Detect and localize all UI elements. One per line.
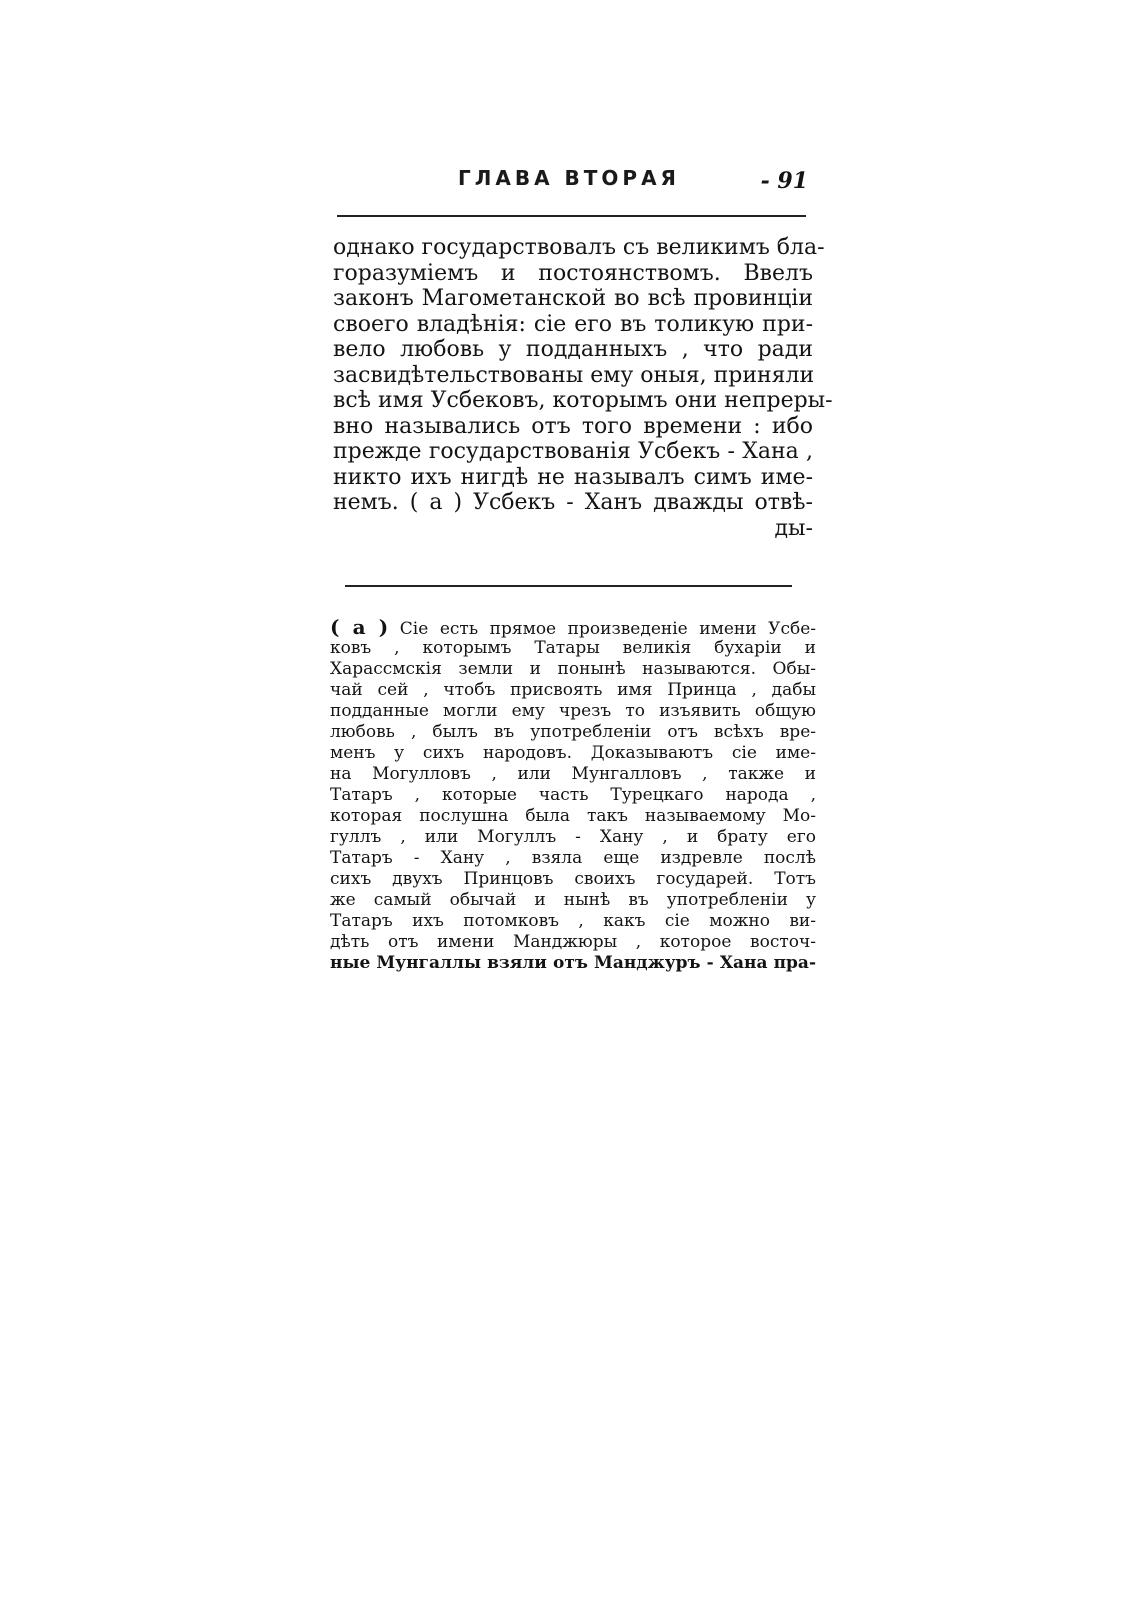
running-head [330, 166, 808, 202]
text-line: законъ Магометанской во всѣ провинціи [333, 286, 813, 311]
footnote-rule [345, 585, 792, 587]
footnote-line: которая послушна была такъ называемому Мо- [330, 806, 816, 826]
footnote-line: ковъ , которымъ Татары великія бухаріи и [330, 638, 816, 658]
chapter-title: ГЛАВА ВТОРАЯ [458, 166, 680, 190]
footnote-line: любовь , былъ въ употребленіи отъ всѣхъ вре- [330, 722, 816, 742]
footnote-marker: ( a ) [330, 615, 389, 639]
footnote-line [330, 617, 816, 638]
page-number: - 91 [760, 168, 808, 194]
footnote-line: чай сей , чтобъ присвоять имя Принца , дабы [330, 680, 816, 700]
footnote [330, 617, 816, 974]
main-text [333, 235, 833, 541]
text-line: вело любовь у подданныхъ , что ради [333, 337, 813, 362]
footnote-line: сихъ двухъ Принцовъ своихъ государей. Тотъ [330, 869, 816, 889]
footnote-line: подданные могли ему чрезъ то изъявить общую [330, 701, 816, 721]
text-line: горазуміемъ и постоянствомъ. Ввелъ [333, 260, 813, 286]
footnote-line: гуллъ , или Могуллъ - Хану , и брату его [330, 827, 816, 847]
header-rule [337, 215, 806, 217]
footnote-line: Татаръ - Хану , взяла еще издревле послѣ [330, 848, 816, 868]
footnote-line: Харассмскія земли и понынѣ называются. Обы- [330, 659, 816, 679]
text-line: однако государствовалъ съ великимъ бла- [333, 235, 825, 260]
footnote-line-text: Сіе есть прямое произведеніе имени Усбе- [399, 619, 816, 639]
footnote-line: Татаръ ихъ потомковъ , какъ сіе можно ви- [330, 911, 816, 931]
text-line: всѣ имя Усбековъ, которымъ они непреры- [333, 388, 833, 413]
text-line: вно назывались отъ того времени : ибо [333, 413, 813, 439]
text-line: никто ихъ нигдѣ не называлъ симъ име- [333, 464, 813, 490]
text-line: немъ. ( a ) Усбекъ - Ханъ дважды отвѣ- [333, 490, 813, 515]
footnote-line: менъ у сихъ народовъ. Доказываютъ сіе име- [330, 743, 816, 763]
footnote-line: дѣть отъ имени Манджюры , которое восточ- [330, 932, 816, 952]
footnote-line: ные Мунгаллы взяли отъ Манджуръ - Хана пра- [330, 953, 816, 973]
text-line: засвидѣтельствованы ему оныя, приняли [333, 362, 815, 388]
text-line: прежде государствованія Усбекъ - Хана , [333, 439, 813, 464]
text-line: своего владѣнія: сіе его въ толикую при- [333, 311, 813, 337]
footnote-line: Татаръ , которые часть Турецкаго народа , [330, 785, 816, 805]
footnote-line: на Могулловъ , или Мунгалловъ , также и [330, 764, 816, 784]
catchword: ды- [774, 515, 813, 541]
footnote-line: же самый обычай и нынѣ въ употребленіи у [330, 890, 816, 910]
